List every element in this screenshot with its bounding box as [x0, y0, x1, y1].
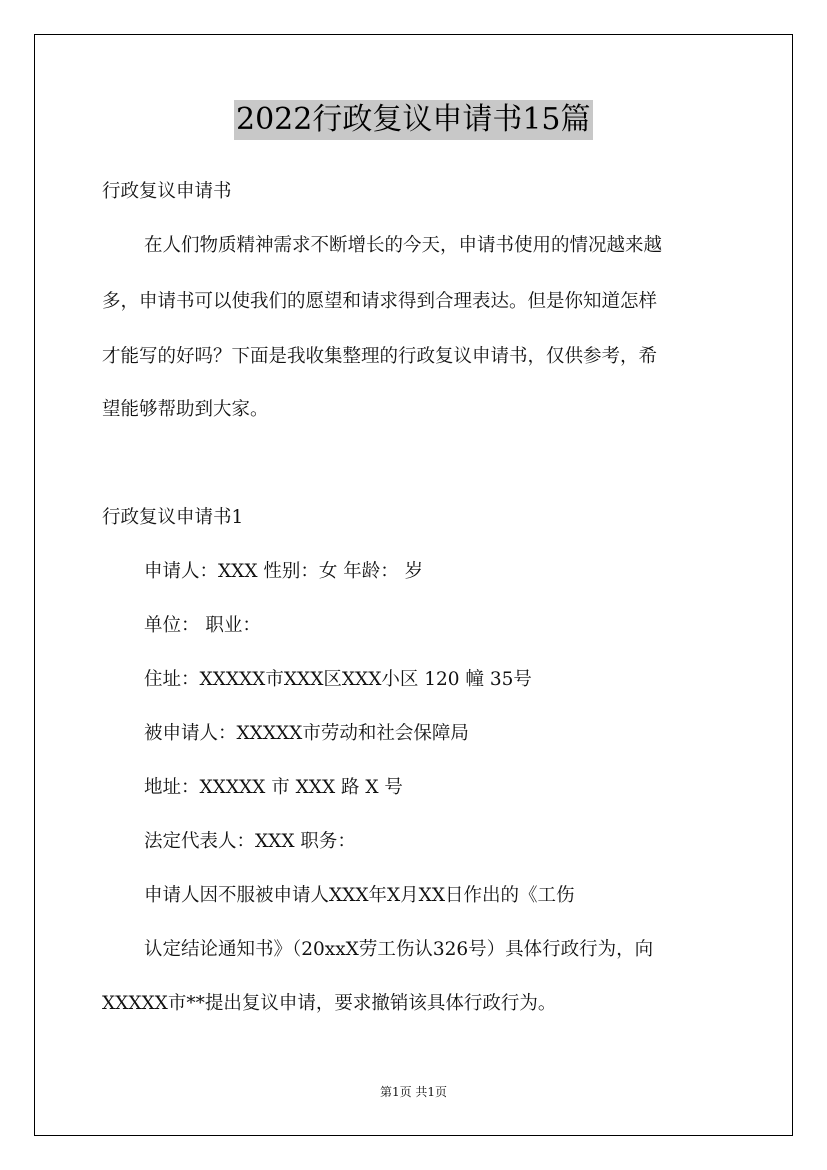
employer-field: 单位： 职业： [144, 615, 261, 636]
section-heading: 行政复议申请书 [102, 181, 232, 202]
document-title: 2022行政复议申请书15篇 [234, 100, 593, 140]
legal-rep-field: 法定代表人：XXX 职务： [144, 831, 356, 852]
body-line-1: 申请人因不服被申请人XXX年X月XX日作出的《工伤 [144, 885, 575, 906]
respondent-address-field: 地址：XXXXX 市 XXX 路 X 号 [144, 777, 403, 798]
address-field: 住址：XXXXX市XXX区XXX小区 120 幢 35号 [144, 669, 532, 690]
respondent-field: 被申请人：XXXXX市劳动和社会保障局 [144, 723, 469, 744]
sample-heading: 行政复议申请书1 [102, 507, 244, 528]
body-line-2: 认定结论通知书》（20xxX劳工伤认326号）具体行政行为，向 [144, 939, 654, 960]
intro-line-3: 才能写的好吗？下面是我收集整理的行政复议申请书，仅供参考，希 [102, 346, 658, 367]
applicant-field: 申请人：XXX 性别：女 年龄： 岁 [144, 561, 424, 582]
intro-line-1: 在人们物质精神需求不断增长的今天，申请书使用的情况越来越 [144, 235, 663, 256]
intro-line-4: 望能够帮助到大家。 [102, 399, 269, 420]
body-line-3: XXXXX市**提出复议申请，要求撤销该具体行政行为。 [102, 993, 557, 1014]
page-number: 第1页 共1页 [379, 1085, 448, 1099]
intro-line-2: 多，申请书可以使我们的愿望和请求得到合理表达。但是你知道怎样 [102, 291, 658, 312]
